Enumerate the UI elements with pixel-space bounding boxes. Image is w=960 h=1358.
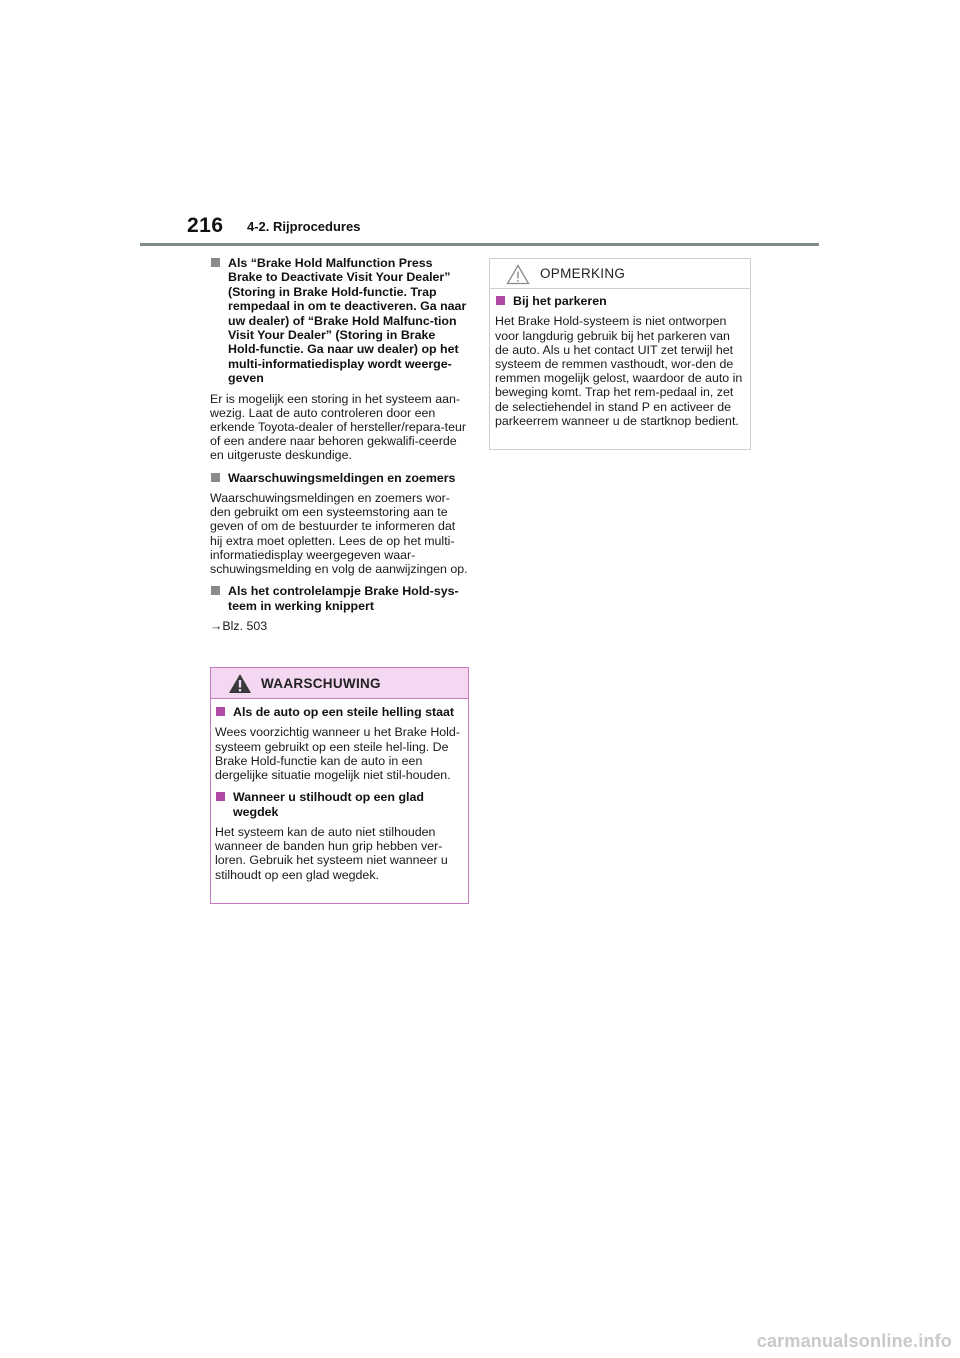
paragraph-warning-messages: Waarschuwingsmeldingen en zoemers wor-den gebruikt om een systeemstoring aan te geven of om de bestuurder te informeren dat hij extra moet opletten. Lees de op het multi-informatiedisplay weergegeven waar-schuwingsmelding en volg de aanwijzingen op. (210, 491, 468, 577)
heading-text: Als “Brake Hold Malfunction Press Brake to Deactivate Visit Your Dealer” (Storing in Brake Hold-functie. Trap rempedaal in om te deactiveren. Ga naar uw dealer) of “Brake Hold Malfunc-tion Visit Your Dealer” (Storing in Brake Hold-functie. Ga naar uw dealer) op het multi-informatiedisplay wordt weerge-geven (228, 256, 467, 386)
paragraph-slippery-road: Het systeem kan de auto niet stilhouden wanneer de banden hun grip hebben ver-loren. Gebruik het systeem niet wanneer u stilhoudt op een glad wegdek. (215, 825, 448, 882)
paragraph-parking: Het Brake Hold-systeem is niet ontworpen voor langdurig gebruik bij het parkeren van de auto. Als u het contact UIT zet terwijl het systeem de remmen vasthoudt, wor-den de remmen mogelijk gelost, waardoor de auto in beweging komt. Trap het rem-pedaal in, zet de selectiehendel in stand P en activeer de parkeerrem wanneer u de startknop bedient. (495, 314, 743, 428)
heading-indicator-flashing (210, 584, 470, 613)
warning-triangle-icon (228, 673, 252, 694)
heading-slippery-road (215, 790, 464, 819)
footer-watermark: carmanualsonline.info (756, 1331, 952, 1351)
warning-body (211, 699, 468, 882)
section-title: 4-2. Rijprocedures (247, 219, 361, 234)
warning-title: WAARSCHUWING (261, 676, 381, 691)
warning-header (211, 668, 468, 699)
heading-parking (495, 294, 746, 308)
caution-triangle-outline-icon (506, 264, 530, 285)
heading-steep-slope (215, 705, 464, 719)
note-title: OPMERKING (540, 266, 626, 281)
paragraph-malfunction: Er is mogelijk een storing in het systeem aan-wezig. Laat de auto controleren door een erkende Toyota-dealer of hersteller/repara-teur of een andere naar behoren gekwalifi-ceerde en uitgeruste deskundige. (210, 391, 466, 463)
header-rule (140, 243, 819, 246)
page-reference-link[interactable]: →Blz. 503 (210, 619, 268, 634)
note-box (489, 258, 751, 450)
warning-box (210, 667, 469, 904)
heading-brake-hold-malfunction (210, 256, 470, 386)
square-bullet-icon (211, 258, 220, 267)
square-bullet-icon (211, 473, 220, 482)
square-bullet-icon (211, 586, 220, 595)
heading-text: Als de auto op een steile helling staat (233, 705, 455, 719)
left-column (210, 256, 470, 633)
heading-text: Wanneer u stilhoudt op een glad wegdek (233, 790, 424, 819)
square-bullet-icon (216, 792, 225, 801)
heading-text: Bij het parkeren (513, 294, 607, 308)
note-body (490, 289, 750, 428)
square-bullet-icon (496, 296, 505, 305)
heading-text: Waarschuwingsmeldingen en zoemers (228, 470, 456, 485)
heading-warning-messages (210, 471, 470, 485)
paragraph-steep-slope: Wees voorzichtig wanneer u het Brake Hold-systeem gebruikt op een steile hel-ling. De Brake Hold-functie kan de auto in een dergelijke situatie mogelijk niet stil-houden. (215, 725, 460, 783)
note-header (490, 259, 750, 289)
page-number: 216 (187, 214, 224, 237)
heading-text: Als het controlelampje Brake Hold-sys-teem in werking knippert (228, 584, 459, 613)
square-bullet-icon (216, 707, 225, 716)
